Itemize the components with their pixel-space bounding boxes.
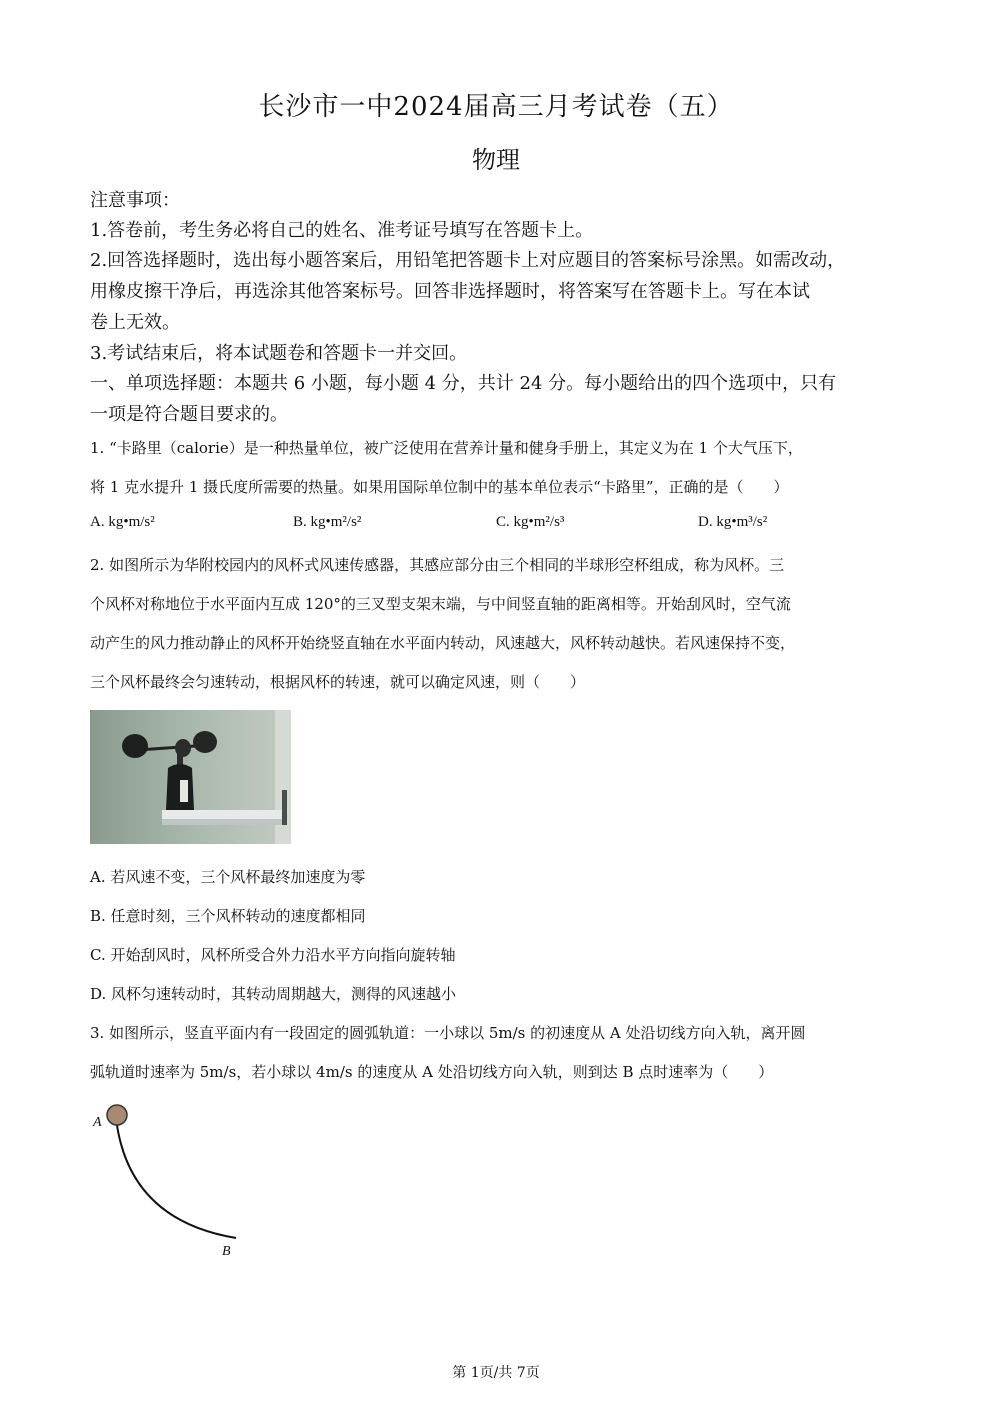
q2-line-4: 三个风杯最终会匀速转动，根据风杯的转速，就可以确定风速，则（ ）: [90, 673, 586, 691]
section-1-line-2: 一项是符合题目要求的。: [90, 404, 288, 425]
q2-option-b: B. 任意时刻，三个风杯转动的速度都相同: [90, 907, 366, 925]
section-1-line-1: 一、单项选择题：本题共 6 小题，每小题 4 分，共计 24 分。每小题给出的四个选项中，只有: [90, 373, 837, 394]
notes-item-2-line-2: 用橡皮擦干净后，再选涂其他答案标号。回答非选择题时，将答案写在答题卡上。写在本试: [90, 281, 810, 302]
page-number: 第 1页/共 7页: [452, 1365, 540, 1381]
anemometer-photo: [90, 710, 291, 844]
q1-line-2: 将 1 克水提升 1 摄氏度所需要的热量。如果用国际单位制中的基本单位表示“卡路里”，正确的是（ ）: [90, 478, 789, 496]
q2-option-a: A. 若风速不变，三个风杯最终加速度为零: [90, 868, 366, 886]
q1-option-c: C. kg•m²/s³: [496, 514, 565, 530]
q1-option-d: D. kg•m³/s²: [698, 514, 768, 530]
q3-line-1: 3. 如图所示，竖直平面内有一段固定的圆弧轨道：一小球以 5m/s 的初速度从 A 处沿切线方向入轨，离开圆: [90, 1024, 806, 1042]
subject-title: 物理: [472, 146, 520, 174]
q2-option-c: C. 开始刮风时，风杯所受合外力沿水平方向指向旋转轴: [90, 946, 456, 964]
q2-line-2: 个风杯对称地位于水平面内互成 120°的三叉型支架末端，与中间竖直轴的距离相等。开始刮风时，空气流: [90, 595, 791, 613]
q2-option-d: D. 风杯匀速转动时，其转动周期越大，测得的风速越小: [90, 985, 457, 1003]
notes-heading: 注意事项：: [90, 190, 180, 211]
ball: [107, 1105, 127, 1125]
notes-item-2-line-3: 卷上无效。: [90, 312, 180, 333]
point-b-label: B: [222, 1244, 231, 1259]
exam-title: 长沙市一中2024届高三月考试卷（五）: [258, 92, 734, 122]
notes-item-2-line-1: 2.回答选择题时，选出每小题答案后，用铅笔把答题卡上对应题目的答案标号涂黑。如需改动，: [90, 250, 846, 271]
q2-line-3: 动产生的风力推动静止的风杯开始绕竖直轴在水平面内转动，风速越大，风杯转动越快。若风速保持不变，: [90, 634, 796, 652]
arc-track: [116, 1118, 236, 1238]
q1-line-1: 1. “卡路里（calorie）是一种热量单位，被广泛使用在营养计量和健身手册上，其定义为在 1 个大气压下，: [90, 439, 803, 457]
q3-line-2: 弧轨道时速率为 5m/s，若小球以 4m/s 的速度从 A 处沿切线方向入轨，则到达 B 点时速率为（ ）: [90, 1063, 774, 1081]
notes-item-1: 1.答卷前，考生务必将自己的姓名、准考证号填写在答题卡上。: [90, 220, 594, 241]
arc-track-diagram: [88, 1100, 248, 1260]
q1-option-a: A. kg•m/s²: [90, 514, 155, 530]
point-a-label: A: [93, 1115, 102, 1130]
q1-option-b: B. kg•m²/s²: [293, 514, 362, 530]
q2-line-1: 2. 如图所示为华附校园内的风杯式风速传感器，其感应部分由三个相同的半球形空杯组成，称为风杯。三: [90, 556, 785, 574]
notes-item-3: 3.考试结束后，将本试题卷和答题卡一并交回。: [90, 343, 468, 364]
